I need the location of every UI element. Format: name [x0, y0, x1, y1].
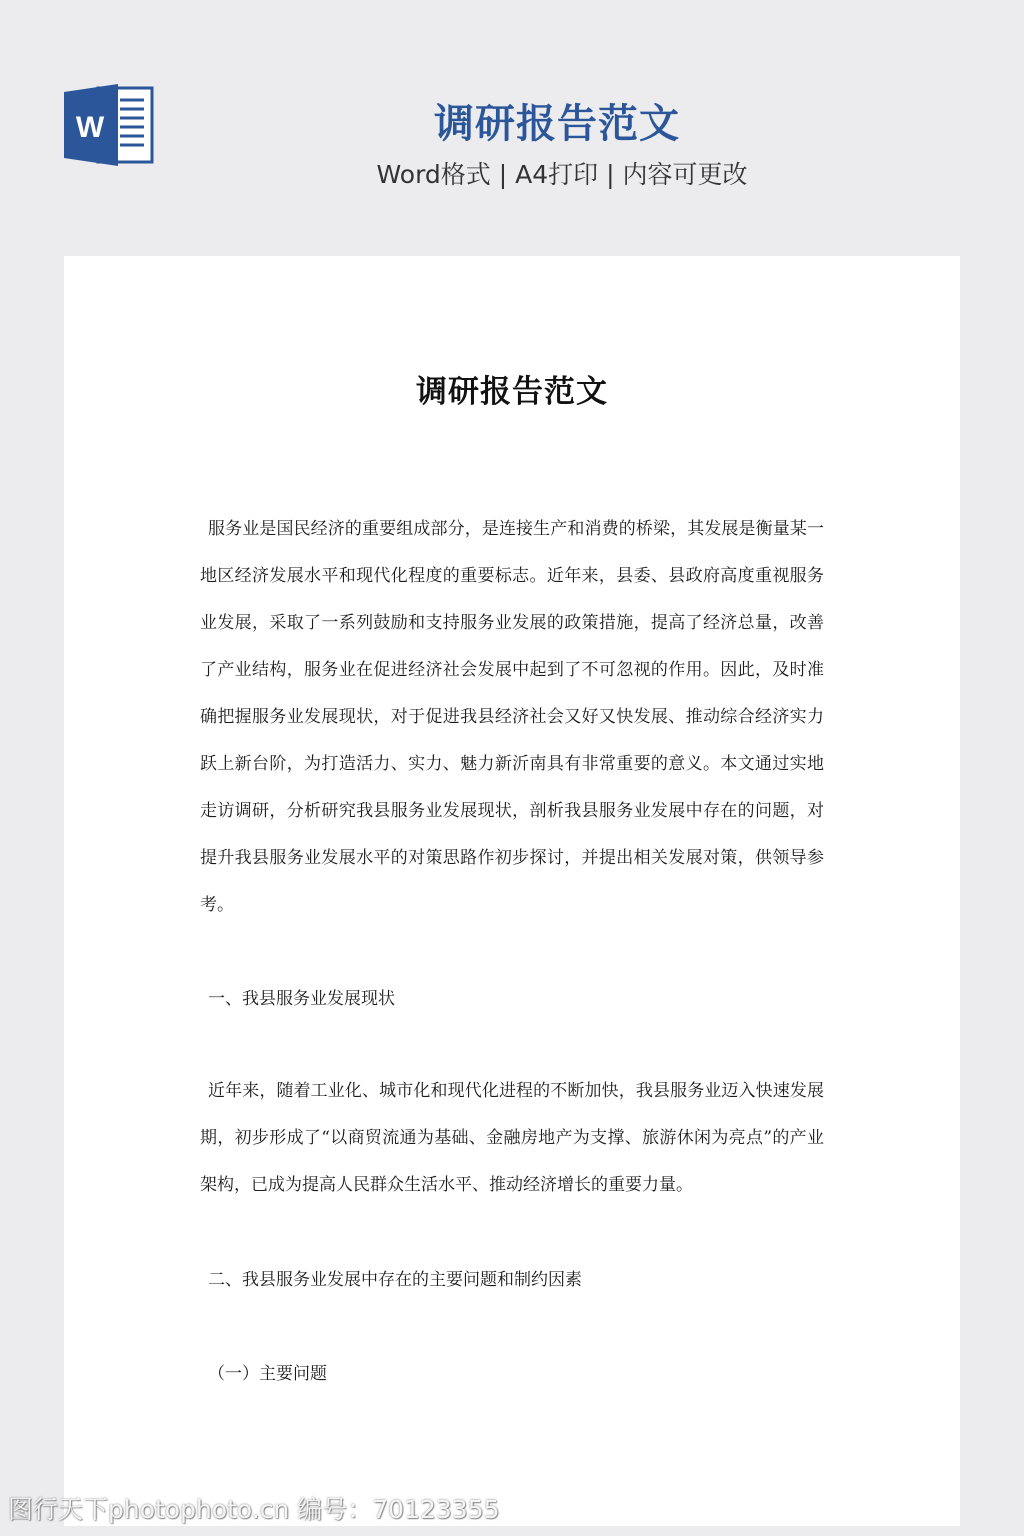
document-page: [64, 256, 960, 1526]
subsection-heading-1: （一）主要问题: [208, 1364, 327, 1384]
section-1-paragraph: 近年来，随着工业化、城市化和现代化进程的不断加快，我县服务业迈入快速发展期，初步形成了“以商贸流通为基础、金融房地产为支撑、旅游休闲为亮点”的产业架构，已成为提高人民群众生活水平、推动经济增长的重要力量。: [200, 1081, 824, 1195]
watermark: 图行天下photophoto.cn 编号：70123355: [8, 1495, 500, 1524]
header-subtitle: Word格式 | A4打印 | 内容可更改: [376, 160, 748, 189]
word-icon-letter: W: [75, 111, 105, 144]
header-title: 调研报告范文: [434, 101, 680, 147]
section-heading-2: 二、我县服务业发展中存在的主要问题和制约因素: [208, 1270, 582, 1290]
intro-paragraph: 服务业是国民经济的重要组成部分，是连接生产和消费的桥梁，其发展是衡量某一地区经济发展水平和现代化程度的重要标志。近年来，县委、县政府高度重视服务业发展，采取了一系列鼓励和支持服务业发展的政策措施，提高了经济总量，改善了产业结构，服务业在促进经济社会发展中起到了不可忽视的作用。因此，及时准确把握服务业发展现状，对于促进我县经济社会又好又快发展、推动综合经济实力跃上新台阶，为打造活力、实力、魅力新沂南具有非常重要的意义。本文通过实地走访调研，分析研究我县服务业发展现状，剖析我县服务业发展中存在的问题，对提升我县服务业发展水平的对策思路作初步探讨，并提出相关发展对策，供领导参考。: [200, 519, 824, 915]
document-title: 调研报告范文: [416, 374, 608, 410]
section-heading-1: 一、我县服务业发展现状: [208, 989, 395, 1009]
